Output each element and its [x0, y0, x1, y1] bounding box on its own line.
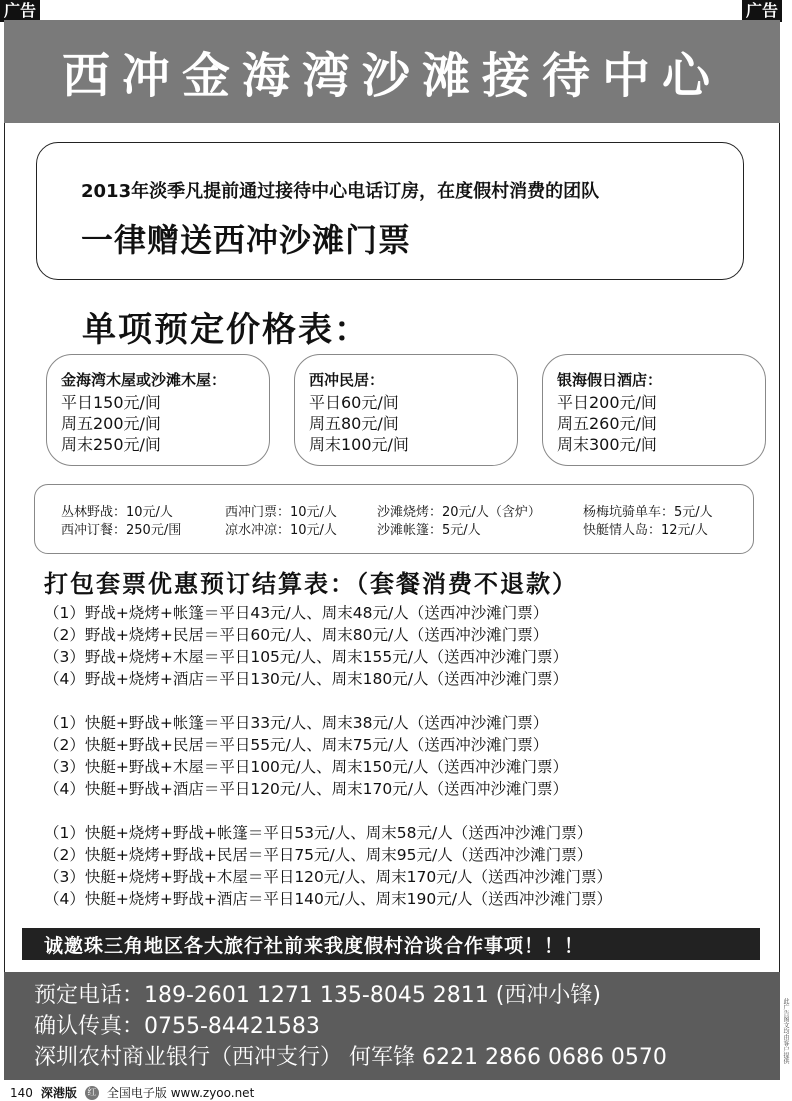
price-section-title: 单项预定价格表： — [82, 310, 370, 350]
invitation-banner: 诚邀珠三角地区各大旅行社前来我度假村洽谈合作事项！！！ — [22, 928, 760, 960]
weekday-price: 平日200元/间 — [557, 393, 657, 412]
friday-price: 周五80元/间 — [309, 414, 399, 433]
misc-price: 沙滩烧烤：20元/人（含炉） — [377, 505, 541, 520]
side-note: 此广告图文均由客户提供 — [782, 998, 789, 1064]
package-line: （1）快艇+野战+帐篷＝平日33元/人、周末38元/人（送西冲沙滩门票） — [44, 714, 549, 732]
booking-phone: 预定电话：189-2601 1271 135-8045 2811 (西冲小锋) — [34, 983, 601, 1008]
header-banner — [4, 20, 780, 123]
fax-number: 确认传真：0755-84421583 — [34, 1014, 320, 1039]
misc-price: 沙滩帐篷：5元/人 — [377, 523, 481, 538]
ad-label: 广告 — [0, 0, 40, 22]
room-title: 西冲民居： — [309, 371, 385, 389]
edition-badge-icon: 红 — [85, 1086, 99, 1100]
edition-label: 深港版 — [40, 1086, 77, 1100]
package-line: （1）野战+烧烤+帐篷＝平日43元/人、周末48元/人（送西冲沙滩门票） — [44, 604, 549, 622]
room-title: 金海湾木屋或沙滩木屋： — [61, 371, 227, 389]
package-line: （4）快艇+烧烤+野战+酒店＝平日140元/人、周末190元/人（送西冲沙滩门票） — [44, 890, 612, 908]
contact-panel — [4, 972, 780, 1080]
package-line: （3）快艇+烧烤+野战+木屋＝平日120元/人、周末170元/人（送西冲沙滩门票） — [44, 868, 612, 886]
package-line: （4）野战+烧烤+酒店＝平日130元/人、周末180元/人（送西冲沙滩门票） — [44, 670, 568, 688]
weekend-price: 周末100元/间 — [309, 435, 409, 454]
package-line: （1）快艇+烧烤+野战+帐篷＝平日53元/人、周末58元/人（送西冲沙滩门票） — [44, 824, 593, 842]
bank-account: 深圳农村商业银行（西冲支行） 何军锋 6221 2866 0686 0570 — [34, 1045, 667, 1070]
weekend-price: 周末250元/间 — [61, 435, 161, 454]
misc-price: 西冲门票：10元/人 — [225, 505, 337, 520]
promo-headline: 一律赠送西冲沙滩门票 — [81, 221, 412, 259]
package-line: （2）快艇+烧烤+野战+民居＝平日75元/人、周末95元/人（送西冲沙滩门票） — [44, 846, 593, 864]
misc-price: 凉水冲凉：10元/人 — [225, 523, 337, 538]
package-line: （2）快艇+野战+民居＝平日55元/人、周末75元/人（送西冲沙滩门票） — [44, 736, 549, 754]
page-number: 140 — [10, 1085, 33, 1100]
package-group — [44, 712, 568, 800]
package-section-title: 打包套票优惠预订结算表：（套餐消费不退款） — [44, 570, 578, 598]
page-footer — [10, 1084, 254, 1101]
friday-price: 周五200元/间 — [61, 414, 161, 433]
weekday-price: 平日150元/间 — [61, 393, 161, 412]
misc-price: 快艇情人岛：12元/人 — [583, 523, 708, 538]
room-price-box — [294, 354, 518, 466]
weekday-price: 平日60元/间 — [309, 393, 399, 412]
misc-price: 杨梅坑骑单车：5元/人 — [583, 505, 713, 520]
promo-box — [36, 142, 744, 280]
package-group — [44, 602, 568, 690]
misc-price: 西冲订餐：250元/围 — [61, 523, 182, 538]
package-group — [44, 822, 612, 910]
misc-price-box — [34, 484, 754, 554]
ad-label: 广告 — [742, 0, 782, 22]
website-link[interactable]: 全国电子版 www.zyoo.net — [106, 1086, 255, 1100]
page-title: 西冲金海湾沙滩接待中心 — [61, 48, 722, 104]
promo-line: 2013年淡季凡提前通过接待中心电话订房，在度假村消费的团队 — [81, 181, 600, 202]
misc-price: 丛林野战：10元/人 — [61, 505, 173, 520]
friday-price: 周五260元/间 — [557, 414, 657, 433]
room-price-box — [46, 354, 270, 466]
room-price-box — [542, 354, 766, 466]
package-line: （2）野战+烧烤+民居＝平日60元/人、周末80元/人（送西冲沙滩门票） — [44, 626, 549, 644]
package-line: （3）野战+烧烤+木屋＝平日105元/人、周末155元/人（送西冲沙滩门票） — [44, 648, 568, 666]
room-title: 银海假日酒店： — [557, 371, 663, 389]
package-line: （4）快艇+野战+酒店＝平日120元/人、周末170元/人（送西冲沙滩门票） — [44, 780, 568, 798]
weekend-price: 周末300元/间 — [557, 435, 657, 454]
package-line: （3）快艇+野战+木屋＝平日100元/人、周末150元/人（送西冲沙滩门票） — [44, 758, 568, 776]
